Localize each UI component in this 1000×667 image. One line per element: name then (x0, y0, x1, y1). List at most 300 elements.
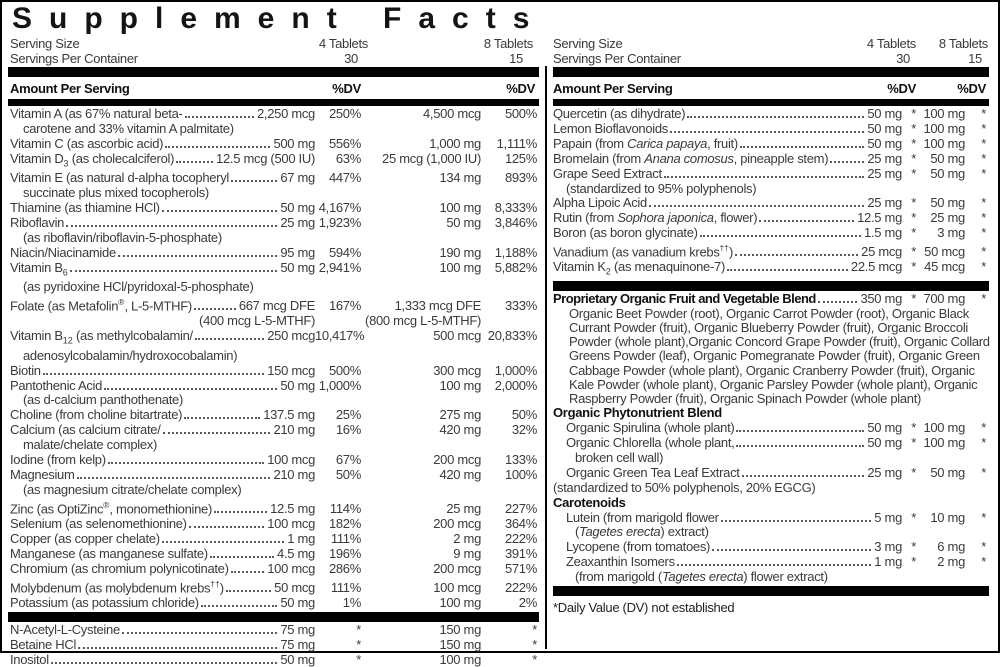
amount-8-tablets: 100 mg (439, 594, 481, 610)
amount-8-tablets: 2 mg (453, 530, 481, 546)
servings-8: 15 (509, 51, 523, 66)
dv-8-tablets: * (981, 539, 986, 555)
amount-8-tablets: 100 mg (923, 435, 965, 451)
amount-4-tablets: 1 mg (287, 530, 315, 546)
amount-8-tablets: 420 mg (439, 466, 481, 482)
folate-sub-row (2, 314, 545, 329)
amount-4-tablets: 50 mg (280, 594, 315, 610)
dv-4-tablets: 10,417% (315, 328, 365, 344)
nutrient-row (2, 468, 545, 483)
dot-leader (176, 161, 213, 163)
nutrient-row (545, 421, 998, 436)
nutrient-row (2, 152, 545, 172)
amount-8-tablets: 100 mg (923, 420, 965, 436)
dv-8-tablets: 391% (504, 545, 537, 561)
dv-4-tablets: 1,000% (318, 377, 361, 393)
column-header-left (2, 78, 545, 98)
amount-4-tablets: 50 mg (867, 135, 902, 151)
nutrient-row (545, 241, 998, 260)
dot-leader (51, 662, 278, 664)
amount-8-tablets: 100 mg (923, 120, 965, 136)
dot-leader (78, 647, 277, 649)
dot-leader (818, 301, 858, 303)
continuation-text: malate/chelate complex) (23, 437, 157, 453)
dv-8-tablets: 20,833% (487, 328, 537, 344)
nutrient-name: Selenium (as selenomethionine) (10, 516, 187, 531)
nutrient-rows-left (2, 107, 545, 611)
amount-4-tablets: 50 mg (867, 106, 902, 121)
dv-header-4tab: %DV (887, 81, 916, 96)
continuation-line (2, 349, 545, 364)
dv-8-tablets: * (981, 554, 986, 570)
dv-8-tablets: 3,846% (494, 214, 537, 230)
dot-leader (122, 632, 277, 634)
dv-8-tablets: * (981, 509, 986, 525)
blend-description-text: Organic Beet Powder (root), Organic Carrot Powder (root), Organic Black Currant Powder (fruit), Organic Blueberry Powder (fruit), Organic Broccoli Powder (whole plant),Organic Concord Grape Powder (fruit), Organic Collard Greens Powder (leaf), Organic Pomegranate Powder (fruit), Organic Green Cabbage Powder (whole plant), Organic Cranberry Powder (fruit), Organic Kale Powder (whole plant), Organic Parsley Powder (whole plant), Organic Raspberry Powder (fruit), Organic Spinach Powder (whole plant) (569, 305, 990, 407)
amount-4-tablets: 50 mg (867, 435, 902, 451)
dot-leader (700, 235, 861, 237)
dv-4-tablets: * (911, 195, 916, 211)
dv-8-tablets: 2,000% (494, 377, 537, 393)
dot-leader (66, 225, 277, 227)
amount-8-tablets: 100 mcg (433, 579, 481, 595)
blend-rows-right (545, 292, 998, 585)
separator-bar (553, 99, 989, 106)
nutrient-row (545, 152, 998, 167)
amount-4-tablets: 1.5 mg (864, 225, 902, 241)
separator-bar (553, 586, 989, 596)
dv-4-tablets: 182% (328, 516, 361, 531)
amount-8-tablets: 9 mg (453, 545, 481, 561)
dot-leader (670, 131, 864, 133)
amount-8-tablets: 100 mg (923, 106, 965, 121)
continuation-line (545, 451, 998, 466)
amount-8-tablets: 420 mg (439, 422, 481, 438)
nutrient-row (545, 196, 998, 211)
amount-4-tablets: 210 mg (273, 422, 315, 438)
separator-bar (8, 612, 539, 622)
nutrient-row (2, 171, 545, 186)
continuation-text: (standardized to 95% polyphenols) (566, 180, 757, 196)
dot-leader (201, 605, 278, 607)
dv-4-tablets: 25% (335, 407, 361, 423)
dot-leader (77, 477, 271, 479)
nutrient-row (545, 260, 998, 280)
continuation-text: (as riboflavin/riboflavin-5-phosphate) (23, 229, 222, 245)
continuation-text: broken cell wall) (575, 449, 664, 465)
dv-4-tablets: 594% (328, 244, 361, 260)
dv-8-tablets: 222% (504, 579, 537, 595)
amount-8-tablets: 50 mg (930, 150, 965, 166)
serving-size-label: Serving Size (10, 36, 80, 51)
amount-4-tablets: 25 mcg (861, 244, 902, 260)
amount-4-tablets: 667 mcg DFE (238, 298, 315, 314)
amount-4-tablets: 75 mg (280, 621, 315, 637)
dv-8-tablets: * (981, 435, 986, 451)
serving-size-label: Serving Size (553, 36, 623, 51)
dv-4-tablets: 167% (328, 298, 361, 314)
nutrient-name: Zinc (as OptiZinc®, monomethionine) (10, 499, 212, 517)
dv-4-tablets: 4,167% (318, 200, 361, 216)
nutrient-row (545, 292, 998, 307)
continuation-line (2, 231, 545, 246)
nutrient-name: Organic Chlorella (whole plant, (566, 435, 735, 451)
serving-size-4: 4 Tablets (318, 36, 368, 51)
amount-8-tablets: 25 mg (930, 210, 965, 226)
amount-8-tablets: 275 mg (439, 407, 481, 423)
dv-4-tablets: * (911, 290, 916, 306)
dv-4-tablets: * (911, 120, 916, 136)
nutrient-name: Pantothenic Acid (10, 377, 103, 393)
dv-8-tablets: 893% (504, 170, 537, 186)
continuation-text: (standardized to 50% polyphenols, 20% EGCG) (553, 479, 816, 495)
dv-8-tablets: 364% (504, 516, 537, 531)
amount-4-tablets: 250 mcg (267, 328, 315, 344)
amount-4-tablets: 50 mg (280, 259, 315, 275)
continuation-line (2, 122, 545, 137)
dot-leader (759, 220, 854, 222)
dot-leader (70, 270, 278, 272)
folate-sub-8-tablets: (800 mcg L-5-MTHF) (365, 313, 481, 329)
nutrient-row (2, 216, 545, 231)
amount-8-tablets: 150 mg (439, 636, 481, 652)
nutrient-row (2, 246, 545, 261)
dv-4-tablets: * (356, 621, 361, 637)
dot-leader (721, 520, 872, 522)
nutrient-name: Calcium (as calcium citrate/ (10, 422, 161, 438)
dot-leader (162, 210, 278, 212)
dot-leader (118, 255, 277, 257)
dv-4-tablets: 111% (330, 530, 361, 546)
dot-leader (108, 462, 264, 464)
nutrient-name: Vitamin $K_2$ (as menaquinone-7) (553, 259, 725, 277)
dv-4-tablets: * (911, 244, 916, 260)
dv-8-tablets: 1,188% (494, 244, 537, 260)
dv-4-tablets: * (911, 554, 916, 570)
continuation-line (545, 525, 998, 540)
nutrient-name: Magnesium (10, 466, 75, 482)
servings-4: 30 (344, 51, 358, 66)
dv-4-tablets: * (911, 539, 916, 555)
dot-leader (830, 161, 864, 163)
dot-leader (231, 571, 265, 573)
serving-size-8: 8 Tablets (938, 36, 988, 51)
nutrient-row (2, 364, 545, 379)
dv-8-tablets: * (981, 150, 986, 166)
nutrient-row (545, 122, 998, 137)
dv-8-tablets: 2% (518, 594, 537, 610)
nutrient-row (545, 137, 998, 152)
dv-8-tablets: 50% (511, 407, 537, 423)
continuation-text: (as d-calcium panthothenate) (23, 392, 183, 408)
dv-8-tablets: * (981, 165, 986, 181)
amount-4-tablets: 2,250 mcg (256, 106, 315, 121)
nutrient-row (2, 498, 545, 517)
dot-leader (194, 308, 236, 310)
dot-leader (649, 205, 864, 207)
nutrient-row (2, 329, 545, 349)
amount-4-tablets: 4.5 mg (277, 545, 315, 561)
dv-header-8tab: %DV (957, 81, 986, 96)
nutrient-name: Niacin/Niacinamide (10, 244, 116, 260)
serving-info-right (545, 36, 998, 66)
nutrient-name: Betaine HCl (10, 636, 77, 652)
nutrient-name: Lycopene (from tomatoes) (566, 539, 711, 555)
nutrient-row (2, 638, 545, 653)
dv-4-tablets: * (911, 420, 916, 436)
nutrient-row (545, 167, 998, 182)
dv-8-tablets: * (981, 225, 986, 241)
nutrient-row (545, 226, 998, 241)
nutrient-name: Alpha Lipoic Acid (553, 195, 647, 211)
amount-4-tablets: 12.5 mg (270, 501, 315, 517)
amount-8-tablets: 1,333 mcg DFE (394, 298, 481, 314)
column-header-right (545, 78, 998, 98)
amount-4-tablets: 50 mg (867, 120, 902, 136)
dot-leader (712, 549, 871, 551)
dot-leader (736, 430, 864, 432)
nutrient-row (545, 211, 998, 226)
nutrient-row (545, 466, 998, 481)
amount-4-tablets: 137.5 mg (263, 407, 315, 423)
dot-leader (687, 116, 864, 118)
dot-leader (185, 116, 254, 118)
nutrient-name: Bromelain (from Anana comosus, pineapple stem) (553, 150, 829, 166)
dv-8-tablets: 222% (504, 530, 537, 546)
continuation-line (2, 438, 545, 453)
dv-8-tablets: * (981, 290, 986, 306)
nutrient-name: Quercetin (as dihydrate) (553, 106, 686, 121)
nutrient-name: Molybdenum (as molybdenum krebs††) (10, 578, 224, 595)
dv-4-tablets: 50% (335, 466, 361, 482)
nutrient-name: Iodine (from kelp) (10, 452, 106, 468)
dv-8-tablets: * (532, 636, 537, 652)
amount-4-tablets: 3 mg (874, 539, 902, 555)
amount-8-tablets: 100 mg (439, 259, 481, 275)
nutrient-name: Lemon Bioflavonoids (553, 120, 668, 136)
dv-4-tablets: * (911, 210, 916, 226)
dv-8-tablets: 125% (504, 150, 537, 166)
dot-leader (195, 338, 264, 340)
dot-leader (226, 590, 271, 592)
section-header-text: Carotenoids (553, 494, 626, 510)
amount-4-tablets: 67 mg (280, 170, 315, 186)
nutrient-row (2, 261, 545, 281)
dv-4-tablets: * (911, 259, 916, 275)
dot-leader (165, 146, 270, 148)
dot-leader (677, 564, 872, 566)
amount-4-tablets: 150 mcg (267, 362, 315, 378)
dot-leader (184, 417, 260, 419)
separator-bar (8, 67, 539, 77)
amount-4-tablets: 12.5 mcg (500 IU) (216, 150, 315, 166)
dv-8-tablets: 100% (504, 466, 537, 482)
dv-4-tablets: * (911, 225, 916, 241)
dv-8-tablets: * (981, 210, 986, 226)
nutrient-name: Thiamine (as thiamine HCl) (10, 200, 160, 216)
nutrient-name: Organic Spirulina (whole plant) (566, 420, 735, 436)
dv-4-tablets: 1% (342, 594, 361, 610)
continuation-text: adenosylcobalamin/hydroxocobalamin) (23, 347, 238, 363)
dv-8-tablets: 227% (504, 501, 537, 517)
nutrient-row (545, 436, 998, 451)
servings-per-container-label: Servings Per Container (553, 51, 681, 66)
dv-8-tablets: 1,000% (494, 362, 537, 378)
amount-4-tablets: 100 mcg (267, 560, 315, 576)
right-column (545, 2, 998, 651)
dv-4-tablets: 1,923% (318, 214, 361, 230)
nutrient-name: Lutein (from marigold flower (566, 509, 719, 525)
dot-leader (189, 526, 265, 528)
dot-leader (162, 541, 285, 543)
amount-8-tablets: 50 mg (930, 195, 965, 211)
amount-8-tablets: 50 mcg (924, 244, 965, 260)
amount-8-tablets: 190 mg (439, 244, 481, 260)
nutrient-row (2, 137, 545, 152)
dv-4-tablets: 63% (335, 150, 361, 166)
amount-8-tablets: 100 mg (439, 377, 481, 393)
dv-8-tablets: 32% (511, 422, 537, 438)
nutrient-row (2, 408, 545, 423)
dv-8-tablets: * (981, 135, 986, 151)
amount-4-tablets: 95 mg (280, 244, 315, 260)
amount-8-tablets: 4,500 mcg (422, 106, 481, 121)
amount-8-tablets: 150 mg (439, 621, 481, 637)
amount-4-tablets: 25 mg (867, 195, 902, 211)
dv-4-tablets: * (911, 135, 916, 151)
serving-size-4: 4 Tablets (866, 36, 916, 51)
dot-leader (736, 445, 864, 447)
section-header (545, 496, 998, 511)
nutrient-name: Vitamin $B_{12}$ (as methylcobalamin/ (10, 328, 193, 346)
continuation-line (545, 570, 998, 585)
continuation-text: (as pyridoxine HCl/pyridoxal-5-phosphate) (23, 279, 254, 295)
dv-8-tablets: 500% (504, 106, 537, 121)
amount-4-tablets: 50 mcg (274, 579, 315, 595)
dv-4-tablets: * (911, 165, 916, 181)
servings-4: 30 (896, 51, 910, 66)
label-title: Supplement Facts (12, 2, 547, 35)
amount-8-tablets: 2 mg (937, 554, 965, 570)
servings-per-container-label: Servings Per Container (10, 51, 138, 66)
amount-per-serving-label: Amount Per Serving (553, 81, 673, 96)
nutrient-name: Vitamin A (as 67% natural beta- (10, 106, 183, 121)
continuation-text: (Tagetes erecta) extract) (575, 524, 709, 540)
nutrient-name: N-Acetyl-L-Cysteine (10, 621, 120, 637)
nutrient-name: Papain (from Carica papaya, fruit) (553, 135, 738, 151)
dv-4-tablets: 67% (335, 452, 361, 468)
dv-header-8tab: %DV (506, 81, 535, 96)
nutrient-row (2, 532, 545, 547)
nutrient-row (545, 511, 998, 526)
nutrient-row (2, 107, 545, 122)
amount-4-tablets: 100 mcg (267, 452, 315, 468)
nutrient-name: Grape Seed Extract (553, 165, 662, 181)
amount-4-tablets: 500 mg (273, 135, 315, 151)
amount-8-tablets: 134 mg (439, 170, 481, 186)
nutrient-name: Proprietary Organic Fruit and Vegetable Blend (553, 290, 816, 306)
dv-8-tablets: * (981, 106, 986, 121)
dv-4-tablets: 111% (330, 579, 361, 595)
dv-4-tablets: 16% (335, 422, 361, 438)
dv-4-tablets: 114% (329, 501, 361, 517)
dv-4-tablets: 2,941% (318, 259, 361, 275)
dv-4-tablets: * (356, 651, 361, 667)
amount-8-tablets: 100 mg (923, 135, 965, 151)
dv-8-tablets: * (981, 420, 986, 436)
dv-8-tablets: * (981, 259, 986, 275)
nutrient-row (2, 653, 545, 667)
continuation-line (2, 483, 545, 498)
dv-8-tablets: 5,882% (494, 259, 537, 275)
nutrient-name: Rutin (from Sophora japonica, flower) (553, 210, 758, 226)
continuation-text: carotene and 33% vitamin A palmitate) (23, 120, 234, 136)
nutrient-name: Copper (as copper chelate) (10, 530, 160, 546)
amount-4-tablets: 25 mg (867, 165, 902, 181)
amount-4-tablets: 25 mg (867, 464, 902, 480)
dv-8-tablets: 1,111% (496, 135, 537, 151)
dv-8-tablets: * (981, 244, 986, 260)
amount-4-tablets: 25 mg (867, 150, 902, 166)
separator-bar (8, 99, 539, 106)
nutrient-name: Vitamin $B_6$ (10, 259, 68, 278)
amount-8-tablets: 25 mcg (1,000 IU) (382, 150, 481, 166)
amount-4-tablets: 350 mg (860, 290, 902, 306)
serving-info-left (2, 36, 545, 66)
continuation-text: succinate plus mixed tocopherols) (23, 185, 209, 201)
amount-4-tablets: 50 mg (280, 377, 315, 393)
amount-8-tablets: 500 mcg (433, 328, 481, 344)
dot-leader (104, 388, 277, 390)
amount-8-tablets: 200 mcg (433, 452, 481, 468)
dv-4-tablets: * (911, 150, 916, 166)
nutrient-row (545, 540, 998, 555)
section-header (545, 406, 998, 421)
nutrient-row (2, 596, 545, 611)
amount-8-tablets: 200 mcg (433, 516, 481, 531)
dv-4-tablets: 196% (328, 545, 361, 561)
nutrient-row (2, 547, 545, 562)
separator-bar (553, 67, 989, 77)
nutrient-row (2, 423, 545, 438)
dv-4-tablets: 500% (328, 362, 361, 378)
dv-8-tablets: * (981, 195, 986, 211)
dv-8-tablets: 8,333% (494, 200, 537, 216)
dot-leader (735, 254, 858, 256)
nutrient-name: Vitamin C (as ascorbic acid) (10, 135, 164, 151)
amount-4-tablets: 25 mg (280, 214, 315, 230)
nutrient-name: Boron (as boron glycinate) (553, 225, 698, 241)
amount-8-tablets: 25 mg (446, 501, 481, 517)
dot-leader (664, 176, 865, 178)
nutrient-name: Organic Green Tea Leaf Extract (566, 464, 740, 480)
nutrient-row (2, 295, 545, 314)
continuation-line (545, 481, 998, 496)
nutrient-rows-left-extra (2, 623, 545, 667)
dot-leader (727, 269, 848, 271)
nutrient-row (2, 453, 545, 468)
serving-size-8: 8 Tablets (483, 36, 533, 51)
dot-leader (43, 373, 265, 375)
continuation-text: (as magnesium citrate/chelate complex) (23, 481, 242, 497)
amount-8-tablets: 6 mg (937, 539, 965, 555)
dv-8-tablets: 133% (504, 452, 537, 468)
amount-4-tablets: 50 mg (867, 420, 902, 436)
nutrient-row (2, 201, 545, 216)
continuation-line (545, 182, 998, 197)
left-column (2, 2, 545, 667)
nutrient-name: Choline (from choline bitartrate) (10, 407, 183, 423)
